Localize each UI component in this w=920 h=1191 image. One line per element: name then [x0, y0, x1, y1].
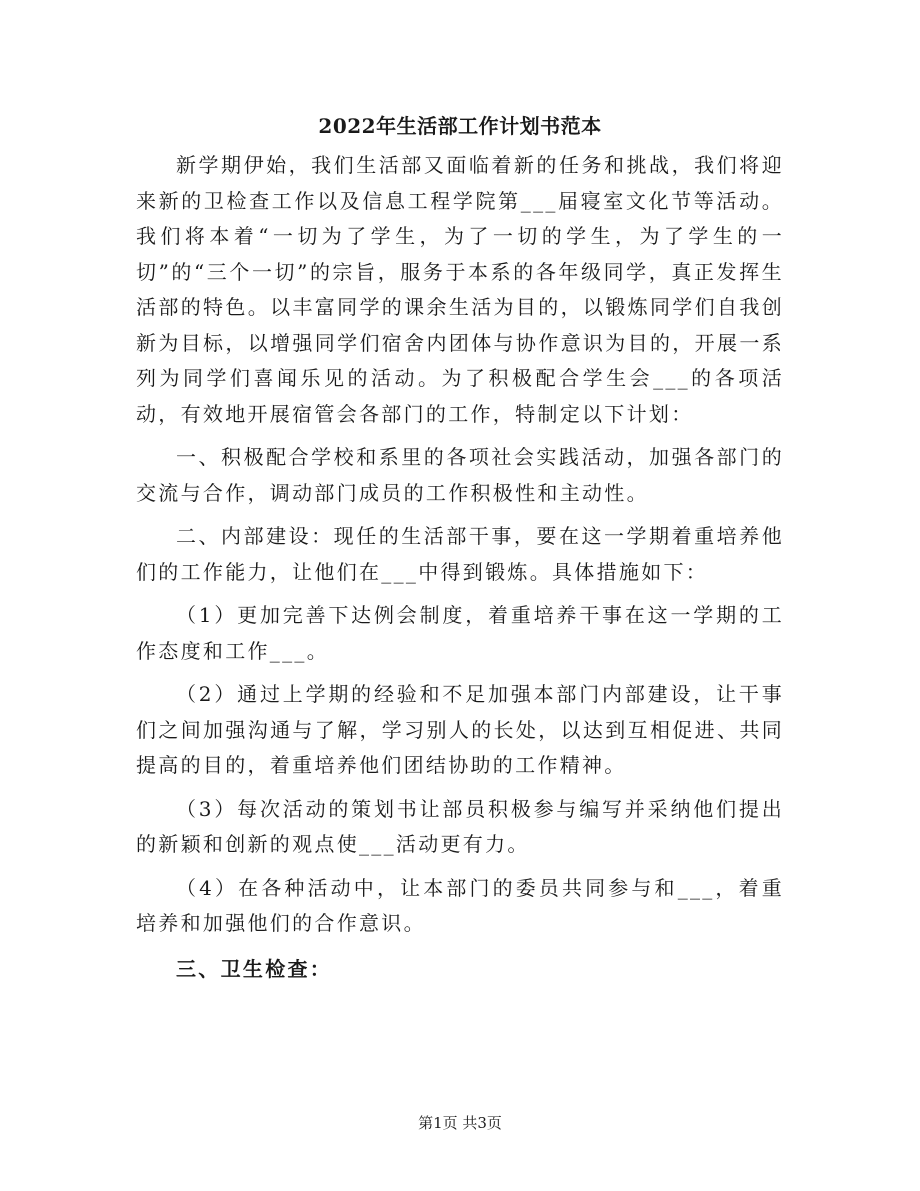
paragraph-intro: 新学期伊始，我们生活部又面临着新的任务和挑战，我们将迎来新的卫检查工作以及信息工程学院第___届寝室文化节等活动。我们将本着“一切为了学生，为了一切的学生，为了学生的一切”的“三个一切”的宗旨，服务于本系的各年级同学，真正发挥生活部的特色。以丰富同学的课余生活为目的，以锻炼同学们自我创新为目标，以增强同学们宿舍内团体与协作意识为目的，开展一系列为同学们喜闻乐见的活动。为了积极配合学生会___的各项活动，有效地开展宿管会各部门的工作，特制定以下计划：	[136, 153, 784, 426]
section-heading-hygiene: 三、卫生检查：	[176, 956, 333, 981]
paragraph-measure-4: （4）在各种活动中，让本部门的委员共同参与和___，着重培养和加强他们的合作意识。	[136, 875, 784, 935]
paragraph-item-2: 二、内部建设：现任的生活部干事，要在这一学期着重培养他们的工作能力，让他们在___中得到锻炼。具体措施如下：	[136, 524, 784, 584]
paragraph-item-1: 一、积极配合学校和系里的各项社会实践活动，加强各部门的交流与合作，调动部门成员的工作积极性和主动性。	[136, 445, 784, 505]
paragraph-measure-1: （1）更加完善下达例会制度，着重培养干事在这一学期的工作态度和工作___。	[136, 603, 784, 663]
paragraph-measure-2: （2）通过上学期的经验和不足加强本部门内部建设，让干事们之间加强沟通与了解，学习别人的长处，以达到互相促进、共同提高的目的，着重培养他们团结协助的工作精神。	[136, 682, 784, 777]
document-body	[136, 148, 784, 987]
document-title: 2022年生活部工作计划书范本	[318, 114, 602, 138]
page-number: 第1页 共3页	[418, 1114, 502, 1132]
paragraph-measure-3: （3）每次活动的策划书让部员积极参与编写并采纳他们提出的新颖和创新的观点使___活动更有力。	[136, 796, 784, 856]
